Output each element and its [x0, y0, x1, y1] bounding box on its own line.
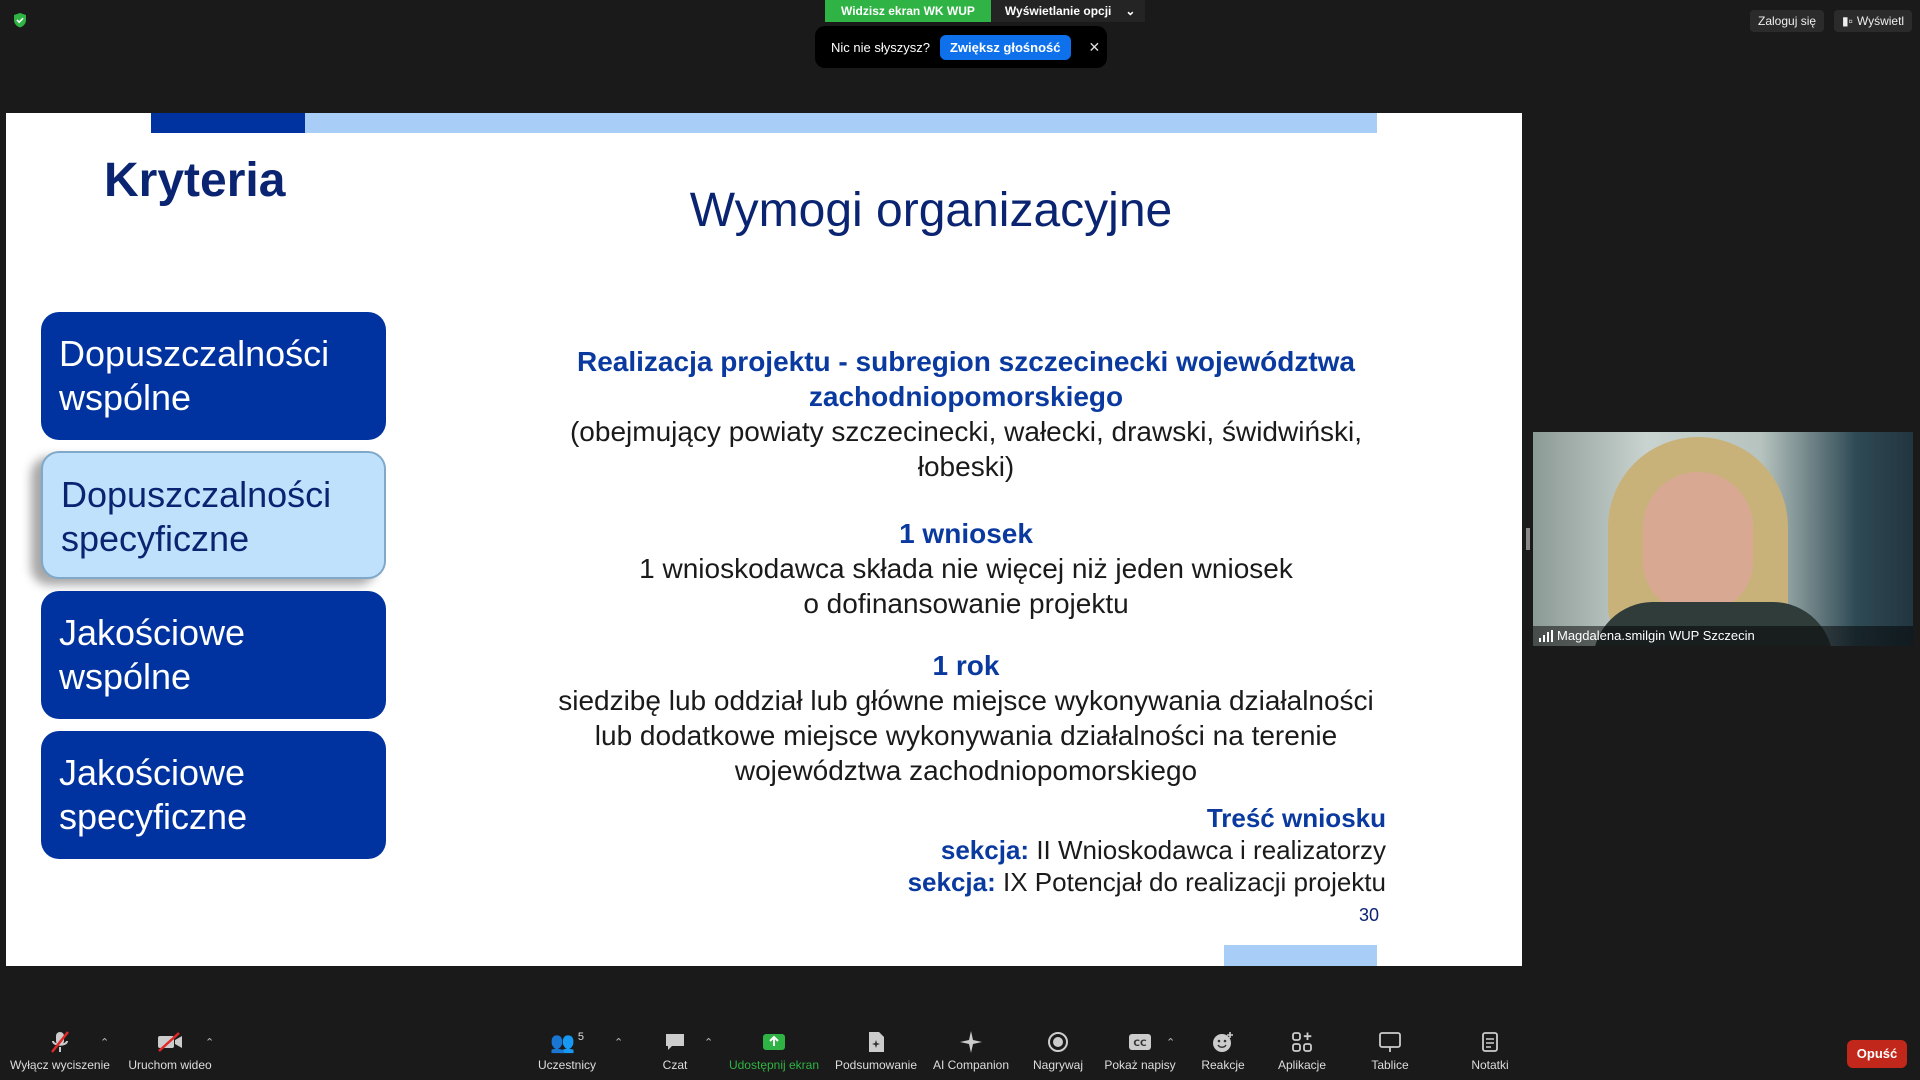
- year-bold-line: 1 rok: [932, 650, 1000, 681]
- reactions-label: Reakcje: [1201, 1058, 1245, 1072]
- whiteboards-button[interactable]: [1364, 1030, 1416, 1076]
- application-bold-line: 1 wniosek: [899, 518, 1033, 549]
- audio-question: Nic nie słyszysz?: [831, 39, 930, 55]
- captions-label: Pokaż napisy: [1104, 1058, 1176, 1072]
- criteria-line: specyficzne: [61, 518, 250, 559]
- security-shield-icon[interactable]: [12, 12, 28, 28]
- view-button[interactable]: [1834, 10, 1912, 32]
- ai-companion-label: AI Companion: [932, 1058, 1010, 1072]
- share-screen-button[interactable]: [725, 1030, 823, 1076]
- muted-microphone-icon: [8, 1030, 112, 1054]
- chat-label: Czat: [662, 1058, 688, 1072]
- section-line-1: [706, 834, 1386, 866]
- increase-volume-button[interactable]: Zwiększ głośność: [940, 35, 1071, 60]
- audio-prompt: [815, 26, 1107, 68]
- criteria-line: Jakościowe: [59, 612, 246, 653]
- screen-share-banner: [825, 0, 1145, 22]
- content-block-application: [531, 516, 1401, 621]
- panel-resize-handle[interactable]: [1526, 528, 1530, 550]
- criteria-line: Jakościowe: [59, 752, 246, 793]
- criteria-box-1: [41, 312, 386, 440]
- apps-button[interactable]: [1270, 1030, 1334, 1076]
- region-text-line: łobeski): [917, 451, 1015, 482]
- criteria-line: Dopuszczalności: [61, 474, 332, 515]
- close-icon[interactable]: ✕: [1088, 38, 1101, 55]
- section-value: II Wnioskodawca i realizatorzy: [1036, 835, 1386, 865]
- chat-button[interactable]: [650, 1030, 700, 1076]
- apps-label: Aplikacje: [1277, 1058, 1327, 1072]
- section-label: sekcja:: [940, 835, 1030, 865]
- year-text-line: siedzibę lub oddział lub główne miejsce wykonywania działalności: [558, 685, 1374, 716]
- summary-icon: [830, 1030, 922, 1054]
- region-text-line: (obejmujący powiaty szczecinecki, wałecki, drawski, świdwiński,: [569, 416, 1363, 447]
- summary-label: Podsumowanie: [834, 1058, 918, 1072]
- start-video-label: Uruchom wideo: [128, 1058, 212, 1072]
- section-label: sekcja:: [907, 867, 996, 897]
- participant-name-label: Magdalena.smilgin WUP Szczecin: [1533, 626, 1913, 646]
- participants-count: 5: [577, 1031, 585, 1043]
- signal-strength-icon: [1539, 630, 1553, 642]
- login-button[interactable]: Zaloguj się: [1750, 10, 1824, 32]
- view-options-button[interactable]: [991, 0, 1146, 22]
- view-options-label: Wyświetlanie opcji: [1004, 4, 1112, 18]
- slide-bottom-bar: [1224, 945, 1377, 966]
- application-text-line: o dofinansowanie projektu: [803, 588, 1129, 619]
- whiteboard-icon: [1364, 1030, 1416, 1054]
- section-line-2: [706, 866, 1386, 898]
- slide-top-bar-light: [305, 113, 1377, 133]
- participants-chevron-icon[interactable]: ⌃: [614, 1037, 624, 1049]
- svg-text:CC: CC: [1133, 1039, 1147, 1049]
- shared-slide: [6, 113, 1522, 966]
- notes-icon: [1462, 1030, 1518, 1054]
- participants-button[interactable]: [530, 1030, 604, 1076]
- slide-page-number: 30: [1358, 905, 1379, 925]
- participants-icon: 👥: [549, 1031, 575, 1054]
- view-button-label: Wyświetl: [1856, 14, 1905, 28]
- application-content-title: Treść wniosku: [1206, 803, 1386, 833]
- whiteboards-label: Tablice: [1371, 1058, 1409, 1072]
- captions-chevron-icon[interactable]: ⌃: [1166, 1037, 1176, 1049]
- record-button[interactable]: [1030, 1030, 1086, 1076]
- criteria-line: wspólne: [59, 656, 192, 697]
- criteria-box-3: [41, 591, 386, 719]
- chat-icon: [650, 1030, 700, 1054]
- chat-chevron-icon[interactable]: ⌃: [704, 1037, 714, 1049]
- participant-video-tile[interactable]: [1533, 432, 1913, 646]
- share-screen-icon: [725, 1030, 823, 1054]
- share-status-label: Widzisz ekran WK WUP: [825, 0, 991, 22]
- slide-heading: Kryteria: [104, 154, 286, 207]
- share-screen-label: Udostępnij ekran: [728, 1058, 820, 1072]
- apps-icon: [1270, 1030, 1334, 1054]
- leave-button[interactable]: Opuść: [1847, 1040, 1907, 1068]
- region-bold-line: zachodniopomorskiego: [808, 381, 1124, 412]
- record-label: Nagrywaj: [1032, 1058, 1083, 1072]
- year-text-line: województwa zachodniopomorskiego: [734, 755, 1198, 786]
- unmute-label: Wyłącz wyciszenie: [10, 1058, 110, 1072]
- video-person-face: [1643, 472, 1753, 612]
- notes-button[interactable]: [1462, 1030, 1518, 1076]
- region-bold-line: Realizacja projektu - subregion szczecinecki województwa: [577, 346, 1355, 377]
- criteria-box-4: [41, 731, 386, 859]
- audio-options-chevron-icon[interactable]: ⌃: [100, 1037, 110, 1049]
- section-value: IX Potencjał do realizacji projektu: [1003, 867, 1386, 897]
- record-icon: [1030, 1030, 1086, 1054]
- sparkle-icon: [928, 1030, 1014, 1054]
- view-layout-icon: ▮▫: [1842, 14, 1853, 28]
- slide-title: Wymogi organizacyjne: [689, 184, 1173, 237]
- application-content-block: [706, 802, 1386, 898]
- notes-label: Notatki: [1471, 1058, 1509, 1072]
- criteria-line: wspólne: [59, 377, 192, 418]
- summary-button[interactable]: [830, 1030, 922, 1076]
- participants-label: Uczestnicy: [537, 1058, 596, 1072]
- unmute-button[interactable]: [8, 1030, 112, 1076]
- slide-top-bar-dark: [151, 113, 305, 133]
- year-text-line: lub dodatkowe miejsce wykonywania działalności na terenie: [594, 720, 1338, 751]
- content-block-region: [531, 344, 1401, 484]
- ai-companion-button[interactable]: [928, 1030, 1014, 1076]
- content-block-year: [531, 648, 1401, 788]
- criteria-line: Dopuszczalności: [59, 333, 330, 374]
- application-text-line: 1 wnioskodawca składa nie więcej niż jeden wniosek: [639, 553, 1293, 584]
- chevron-down-icon: ⌄: [1125, 4, 1136, 18]
- reactions-button[interactable]: [1198, 1030, 1248, 1076]
- criteria-box-2-active: [41, 451, 386, 579]
- criteria-line: specyficzne: [59, 796, 248, 837]
- smiley-icon: [1198, 1030, 1248, 1054]
- video-options-chevron-icon[interactable]: ⌃: [205, 1037, 215, 1049]
